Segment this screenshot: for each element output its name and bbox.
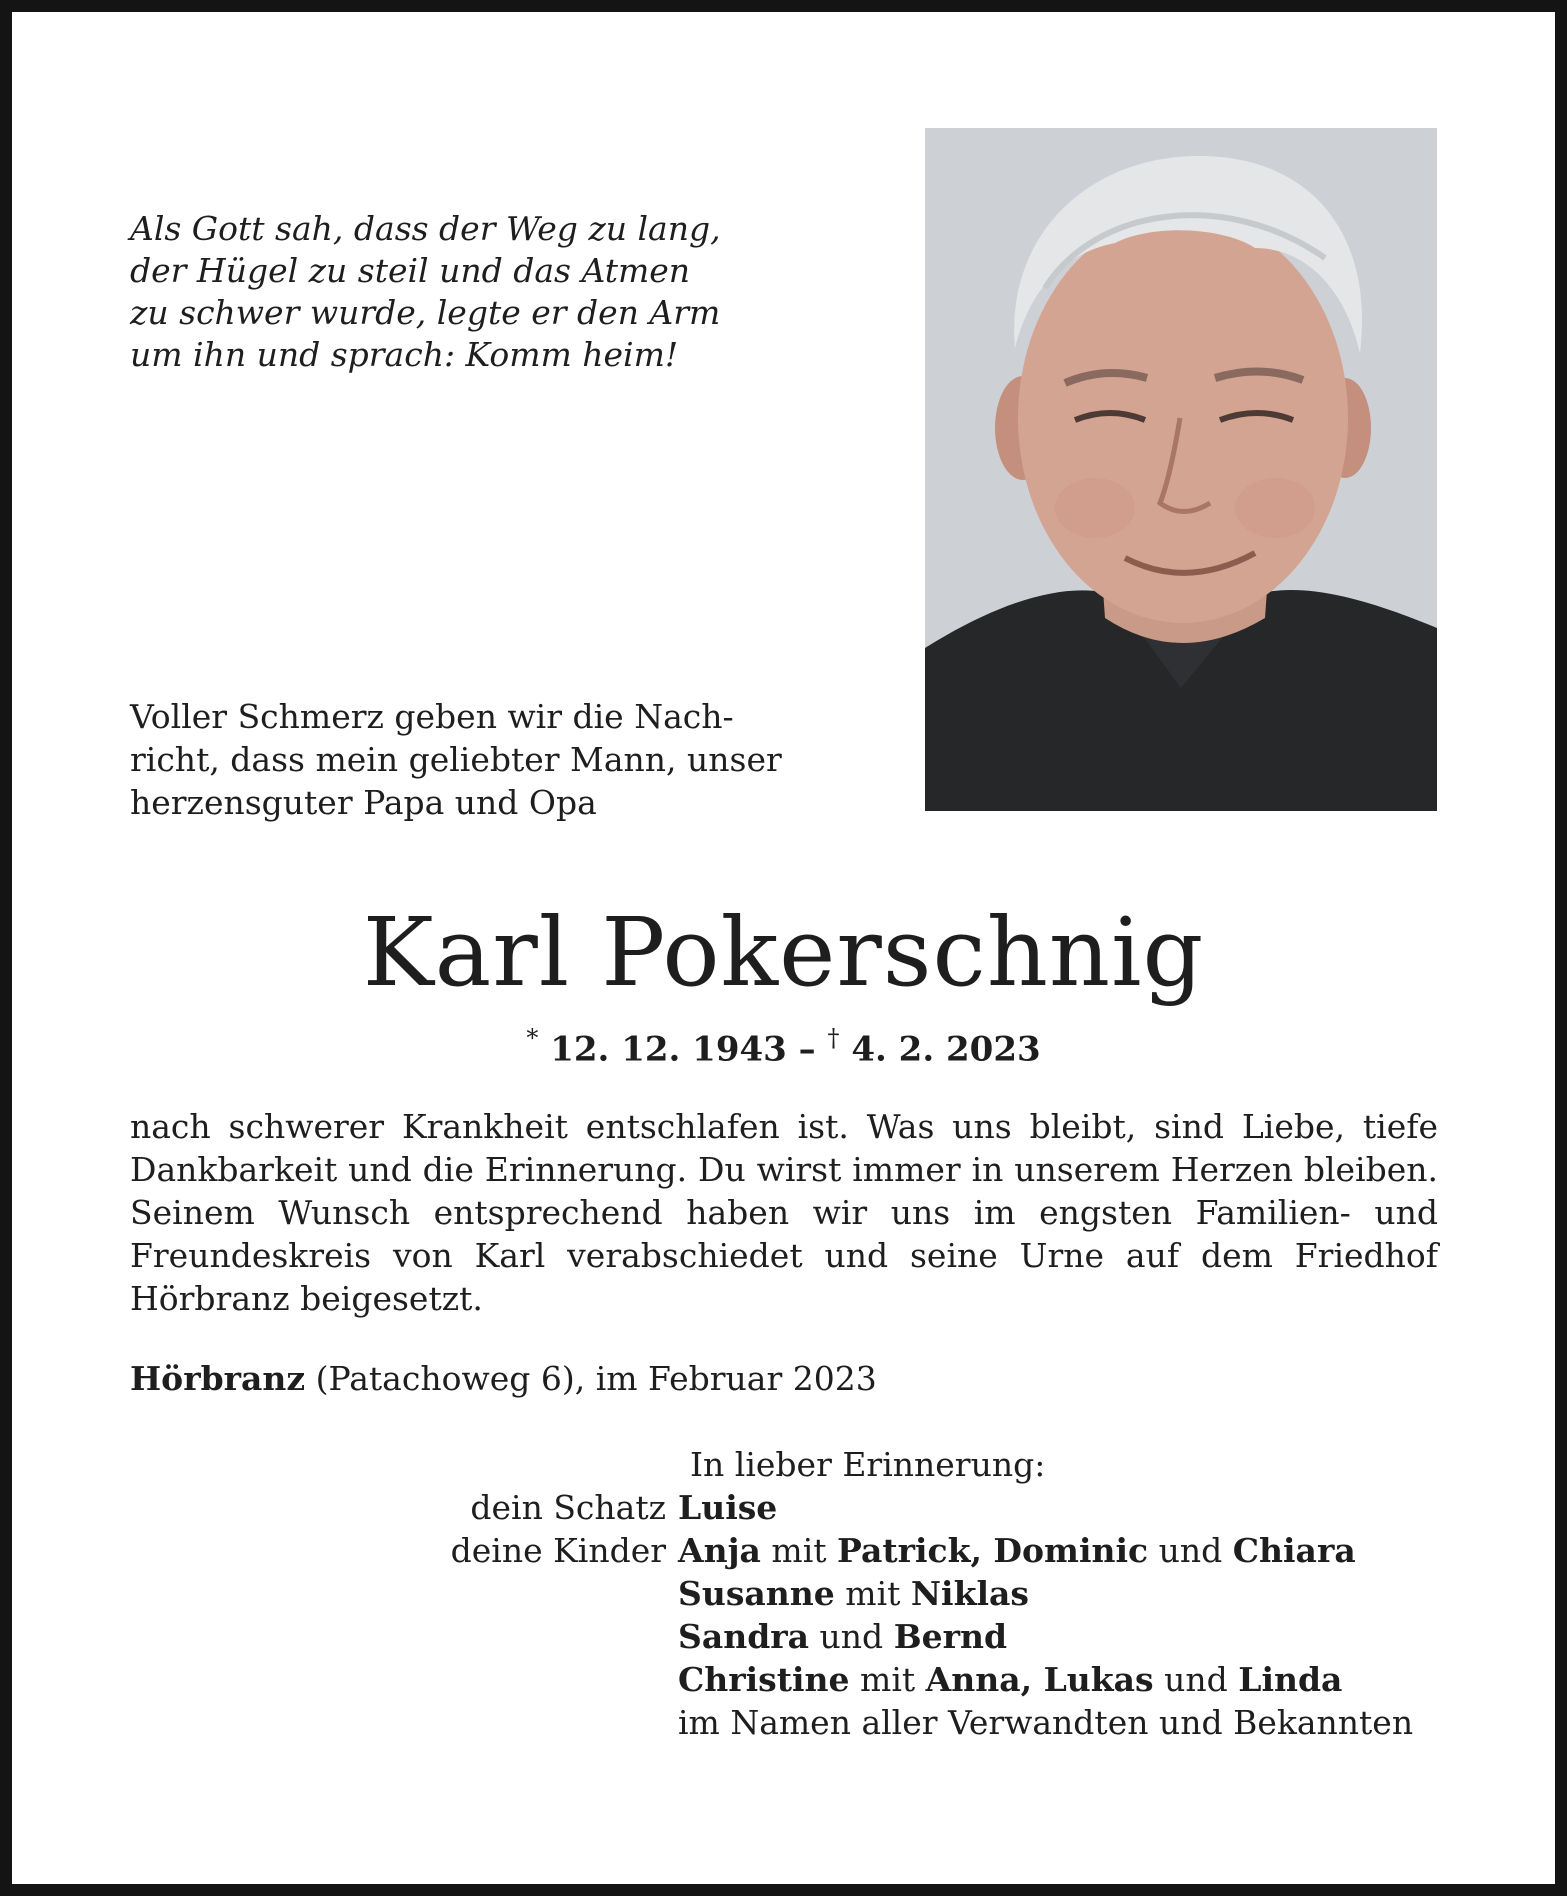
signature-row	[300, 1658, 1500, 1701]
birth-date: 12. 12. 1943	[550, 1029, 787, 1070]
signature-row	[300, 1572, 1500, 1615]
poem: Als Gott sah, dass der Weg zu lang, der Hügel zu steil und das Atmen zu schwer wurde, legte er den Arm um ihn und sprach: Komm heim!	[130, 209, 721, 374]
connector: und	[1148, 1531, 1233, 1570]
portrait-photo	[925, 128, 1437, 811]
connector: mit	[849, 1660, 926, 1699]
role-children: deine Kinder	[450, 1531, 666, 1570]
date-separator: –	[798, 1029, 816, 1070]
memory-heading: In lieber Erinnerung:	[690, 1445, 1046, 1484]
family-names: Patrick, Dominic	[837, 1531, 1149, 1570]
signatures	[300, 1486, 1500, 1744]
birth-symbol: *	[526, 1024, 539, 1052]
signature-row	[300, 1615, 1500, 1658]
place-town: Hörbranz	[130, 1359, 306, 1398]
deceased-name: Karl Pokerschnig	[362, 898, 1205, 1008]
closing-line: im Namen aller Verwandten und Bekannten	[678, 1703, 1414, 1742]
intro-text: Voller Schmerz geben wir die Nach- richt, dass mein geliebter Mann, unser herzensguter Papa und Opa	[130, 697, 782, 822]
signature-row	[300, 1701, 1500, 1744]
connector: und	[809, 1617, 894, 1656]
signature-row	[300, 1529, 1500, 1572]
child-name: Anja	[678, 1531, 761, 1570]
role-wife: dein Schatz	[470, 1488, 666, 1527]
announcement-body: nach schwerer Krankheit entschlafen ist. Was uns bleibt, sind Liebe, tiefe Dankbarkeit und die Erinnerung. Du wirst immer in unserem Herzen bleiben. Seinem Wunsch entsprechend haben wir uns im engsten Familien- und Freundeskreis von Karl verabschiedet und seine Urne auf dem Friedhof Hörbranz beigesetzt.	[130, 1107, 1438, 1318]
death-symbol: †	[827, 1024, 840, 1052]
family-names: Chiara	[1232, 1531, 1356, 1570]
child-name: Sandra	[678, 1617, 810, 1656]
life-dates	[0, 1017, 1567, 1072]
name-wife: Luise	[678, 1488, 778, 1527]
family-names: Bernd	[893, 1617, 1008, 1656]
family-names: Anna, Lukas	[925, 1660, 1154, 1699]
place-rest: (Patachoweg 6), im Februar 2023	[305, 1359, 877, 1398]
family-names: Linda	[1238, 1660, 1343, 1699]
place-date-line	[130, 1357, 877, 1400]
connector: und	[1153, 1660, 1239, 1699]
child-name: Christine	[678, 1660, 850, 1699]
connector: mit	[834, 1574, 911, 1613]
child-name: Susanne	[678, 1574, 835, 1613]
connector: mit	[760, 1531, 838, 1570]
signature-row	[300, 1486, 1500, 1529]
family-names: Niklas	[910, 1574, 1029, 1613]
death-date: 4. 2. 2023	[851, 1029, 1041, 1070]
